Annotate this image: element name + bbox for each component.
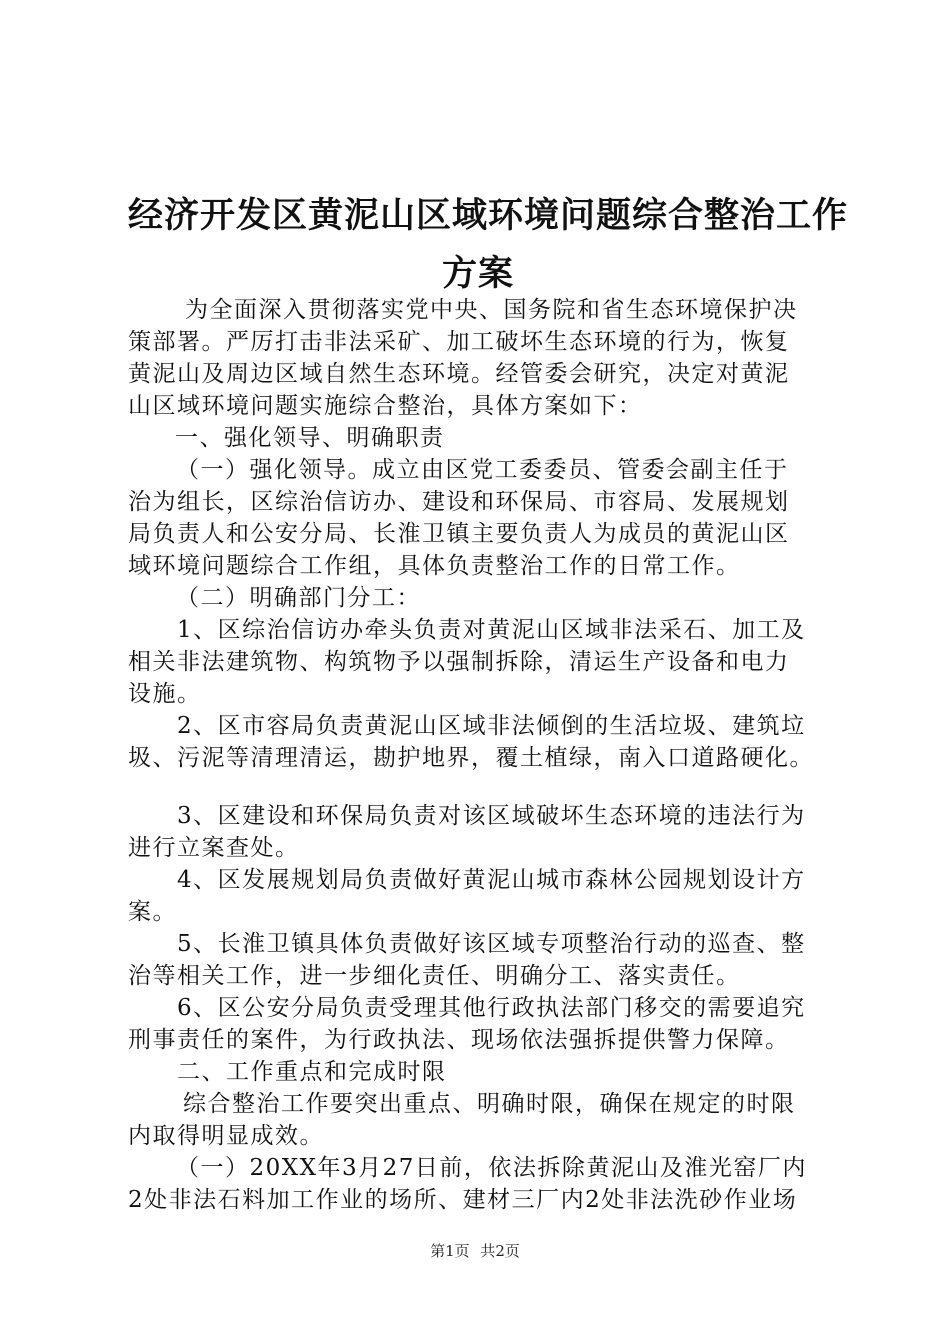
body-line: 治等相关工作，进一步细化责任、明确分工、落实责任。	[128, 963, 741, 989]
body-line: 为全面深入贯彻落实党中央、国务院和省生态环境保护决	[185, 297, 798, 323]
body-line: 综合整治工作要突出重点、明确时限，确保在规定的时限	[183, 1091, 796, 1117]
body-line: 黄泥山及周边区域自然生态环境。经管委会研究，决定对黄泥	[128, 361, 790, 387]
body-line: 1、区综治信访办牵头负责对黄泥山区域非法采石、加工及	[177, 617, 806, 643]
body-line: 4、区发展规划局负责做好黄泥山城市森林公园规划设计方	[177, 867, 806, 893]
body-line: 2、区市容局负责黄泥山区域非法倾倒的生活垃圾、建筑垃	[177, 713, 806, 739]
body-line: 刑事责任的案件，为行政执法、现场依法强拆提供警力保障。	[128, 1027, 790, 1053]
body-line: （一）强化领导。成立由区党工委委员、管委会副主任于	[176, 457, 789, 483]
document-title-line-1: 经济开发区黄泥山区域环境问题综合整治工作	[128, 195, 849, 236]
body-line: 2处非法石料加工作业的场所、建材三厂内2处非法洗砂作业场	[128, 1187, 798, 1213]
page-number: 第1页	[430, 1242, 470, 1260]
body-line: 圾、污泥等清理清运，勘护地界，覆土植绿，南入口道路硬化。	[128, 745, 814, 771]
page-total: 共2页	[480, 1242, 520, 1260]
body-line: 局负责人和公安分局、长淮卫镇主要负责人为成员的黄泥山区	[128, 521, 790, 547]
body-line: （一）20XX年3月27日前，依法拆除黄泥山及淮光窑厂内	[176, 1155, 807, 1181]
section-heading: 一、强化领导、明确职责	[175, 425, 445, 451]
page-footer	[0, 1240, 950, 1261]
document-title-line-2: 方案	[441, 253, 514, 294]
body-line: 3、区建设和环保局负责对该区域破坏生态环境的违法行为	[177, 803, 806, 829]
body-line: 5、长淮卫镇具体负责做好该区域专项整治行动的巡查、整	[177, 931, 806, 957]
section-heading: 二、工作重点和完成时限	[177, 1059, 447, 1085]
body-line: 治为组长，区综治信访办、建设和环保局、市容局、发展规划	[128, 489, 790, 515]
body-line: 内取得明显成效。	[128, 1123, 324, 1149]
body-line: 相关非法建筑物、构筑物予以强制拆除，清运生产设备和电力	[128, 649, 790, 675]
body-line: 域环境问题综合工作组，具体负责整治工作的日常工作。	[128, 553, 741, 579]
body-line: 设施。	[128, 681, 202, 707]
body-line: 山区域环境问题实施综合整治，具体方案如下：	[128, 393, 643, 419]
body-line: 策部署。严厉打击非法采矿、加工破坏生态环境的行为，恢复	[128, 329, 790, 355]
body-line: 6、区公安分局负责受理其他行政执法部门移交的需要追究	[177, 995, 806, 1021]
body-line: 进行立案查处。	[128, 835, 300, 861]
subsection-heading: （二）明确部门分工：	[176, 585, 421, 611]
body-line: 案。	[128, 899, 177, 925]
